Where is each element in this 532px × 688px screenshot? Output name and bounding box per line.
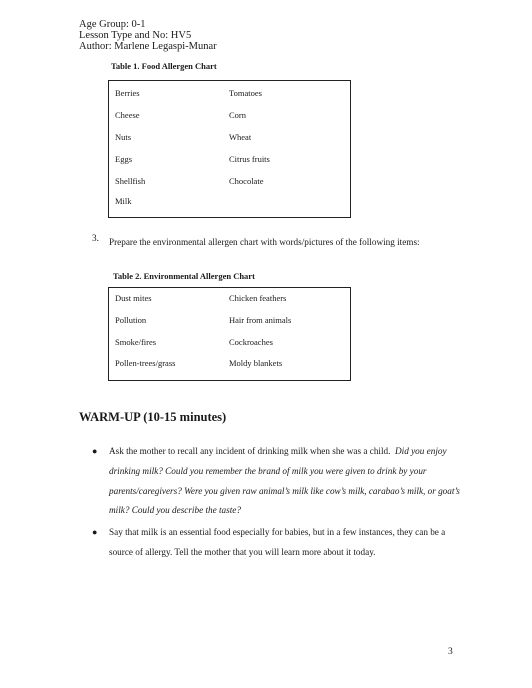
table2-caption: Table 2. Environmental Allergen Chart — [113, 271, 255, 281]
header-lesson: Lesson Type and No: HV5 — [79, 30, 192, 41]
table1-cell: Corn — [229, 110, 246, 120]
table1-cell: Berries — [115, 88, 140, 98]
header-author: Author: Marlene Legaspi-Munar — [79, 41, 217, 52]
table1-cell: Eggs — [115, 154, 132, 164]
table1-caption: Table 1. Food Allergen Chart — [111, 61, 217, 71]
page-number: 3 — [448, 647, 453, 657]
table2-cell: Pollution — [115, 315, 147, 325]
table1-cell: Cheese — [115, 110, 140, 120]
environmental-allergen-table — [108, 287, 351, 381]
bullet1-questions: Did you enjoy drinking milk? Could you remember the brand of milk you were given to drink by your parents/caregivers? Were you given raw animal’s milk like cow’s milk, carabao’s milk, or goat’s milk? Could you describe the taste? — [109, 446, 460, 516]
table1-cell: Citrus fruits — [229, 154, 270, 164]
header-age-group: Age Group: 0-1 — [79, 19, 146, 30]
bullet1-text: Ask the mother to recall any incident of drinking milk when she was a child. — [109, 446, 391, 456]
table2-cell: Hair from animals — [229, 315, 292, 325]
table1-cell: Milk — [115, 196, 132, 206]
item3-number: 3. — [92, 233, 99, 243]
table2-cell: Smoke/fires — [115, 337, 157, 347]
table2-cell: Cockroaches — [229, 337, 273, 347]
item3-text: Prepare the environmental allergen chart with words/pictures of the following items: — [109, 237, 420, 247]
food-allergen-table — [108, 80, 351, 218]
table1-cell: Nuts — [115, 132, 132, 142]
bullet-dot-icon: ● — [92, 446, 98, 456]
warmup-bullet-2: Say that milk is an essential food especially for babies, but in a few instances, they can be a source of allergy. Tell the mother that you will learn more about it today. — [109, 527, 446, 557]
table2-cell: Moldy blankets — [229, 358, 283, 368]
table2-cell: Chicken feathers — [229, 293, 287, 303]
table1-cell: Chocolate — [229, 176, 264, 186]
table1-cell: Wheat — [229, 132, 252, 142]
table1-cell: Shellfish — [115, 176, 146, 186]
warmup-heading: WARM-UP (10-15 minutes) — [79, 410, 227, 424]
table2-cell: Pollen-trees/grass — [115, 358, 176, 368]
table1-cell: Tomatoes — [229, 88, 262, 98]
warmup-bullet-1 — [109, 442, 461, 521]
table2-cell: Dust mites — [115, 293, 152, 303]
bullet-dot-icon: ● — [92, 527, 98, 537]
